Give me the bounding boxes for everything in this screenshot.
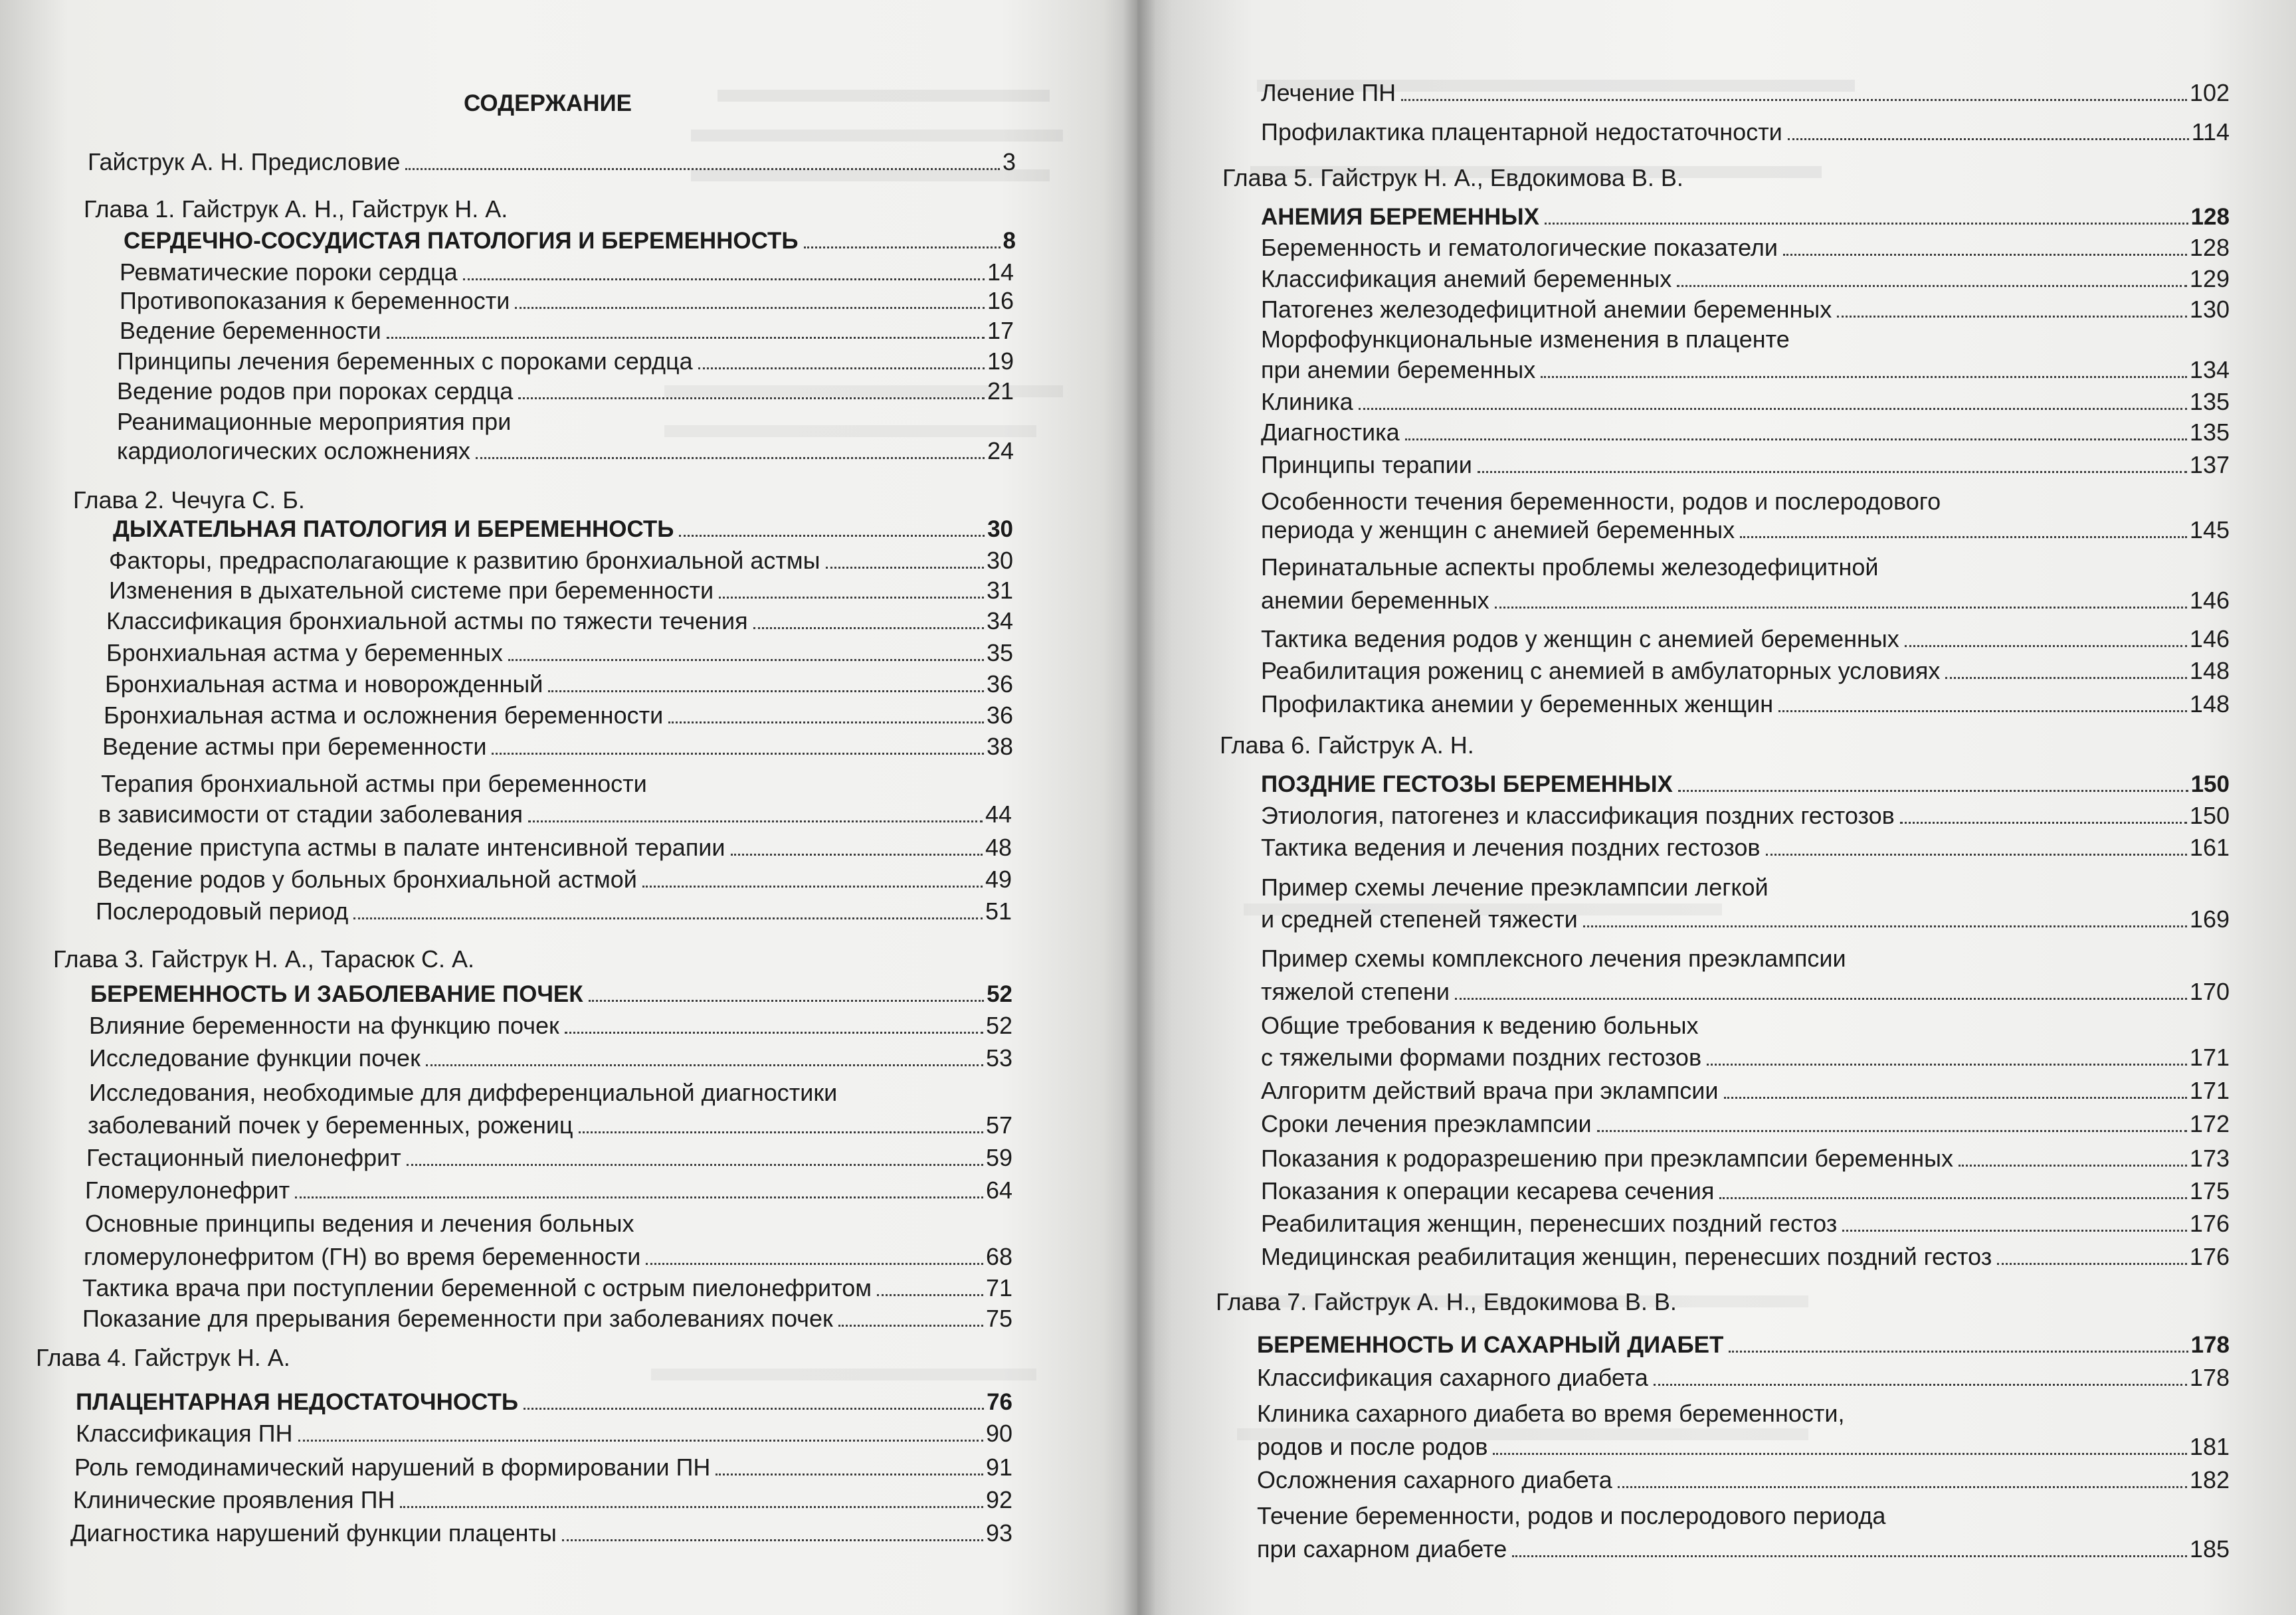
chapter-author: Глава 6. Гайструк А. Н. — [1220, 731, 1474, 759]
toc-entry[interactable]: Ведение беременности 17 — [120, 317, 1014, 344]
toc-title: СОДЕРЖАНИЕ — [464, 90, 632, 116]
toc-entry[interactable]: родов и после родов 181 — [1257, 1433, 2230, 1460]
chapter-author: Глава 4. Гайструк Н. А. — [36, 1344, 290, 1371]
toc-entry[interactable]: Беременность и гематологические показатели 128 — [1261, 234, 2230, 261]
toc-entry[interactable]: при анемии беременных 134 — [1261, 356, 2230, 383]
toc-entry[interactable]: Показания к операции кесарева сечения 175 — [1261, 1177, 2230, 1204]
toc-entry[interactable]: Бронхиальная астма у беременных 35 — [106, 639, 1013, 666]
toc-entry[interactable]: Гломерулонефрит 64 — [85, 1177, 1012, 1204]
show-through — [691, 130, 1063, 142]
chapter-author: Глава 7. Гайструк А. Н., Евдокимова В. В. — [1216, 1288, 1677, 1315]
toc-entry[interactable]: Послеродовый период 51 — [96, 898, 1012, 925]
toc-entry[interactable]: Бронхиальная астма и новорожденный 36 — [105, 670, 1013, 698]
chapter-author: Глава 1. Гайструк А. Н., Гайструк Н. А. — [84, 195, 508, 223]
toc-entry[interactable]: тяжелой степени 170 — [1261, 978, 2230, 1005]
toc-entry[interactable]: Тактика ведения родов у женщин с анемией беременных 146 — [1261, 625, 2230, 652]
toc-entry-line[interactable]: Реанимационные мероприятия при — [117, 408, 512, 435]
toc-entry[interactable]: в зависимости от стадии заболевания 44 — [98, 801, 1012, 828]
toc-entry[interactable]: Гестационный пиелонефрит 59 — [86, 1144, 1012, 1171]
show-through — [718, 90, 1050, 102]
toc-entry-line[interactable]: Особенности течения беременности, родов и послеродового — [1261, 488, 1941, 515]
toc-entry[interactable]: Тактика ведения и лечения поздних гестозов 161 — [1261, 834, 2230, 861]
toc-entry[interactable]: Ведение астмы при беременности 38 — [102, 733, 1013, 760]
chapter-author: Глава 3. Гайструк Н. А., Тарасюк С. А. — [53, 945, 474, 973]
toc-entry[interactable]: Бронхиальная астма и осложнения беременности 36 — [104, 702, 1013, 729]
toc-entry[interactable]: Реабилитация рожениц с анемией в амбулаторных условиях 148 — [1261, 657, 2230, 684]
toc-entry[interactable]: Влияние беременности на функцию почек 52 — [89, 1012, 1012, 1039]
toc-entry[interactable]: Принципы лечения беременных с пороками сердца 19 — [117, 347, 1014, 375]
toc-entry-line[interactable]: Пример схемы лечение преэклампсии легкой — [1261, 874, 1769, 901]
toc-entry[interactable]: Профилактика плацентарной недостаточности 114 — [1261, 118, 2230, 145]
toc-entry[interactable]: Ведение родов при пороках сердца 21 — [117, 377, 1014, 405]
toc-entry-line[interactable]: Морфофункциональные изменения в плаценте — [1261, 326, 1790, 353]
toc-entry[interactable]: Гайструк А. Н. Предисловие 3 — [88, 148, 1016, 175]
toc-entry[interactable]: Роль гемодинамический нарушений в формировании ПН 91 — [74, 1454, 1012, 1481]
toc-entry-line[interactable]: Пример схемы комплексного лечения преэклампсии — [1261, 945, 1846, 972]
toc-entry[interactable]: Медицинская реабилитация женщин, перенесших поздний гестоз 176 — [1261, 1243, 2230, 1270]
toc-entry[interactable]: гломерулонефритом (ГН) во время беременности 68 — [84, 1243, 1012, 1270]
show-through — [651, 1369, 1036, 1380]
toc-entry[interactable]: Диагностика нарушений функции плаценты 93 — [70, 1519, 1012, 1547]
chapter-author: Глава 5. Гайструк Н. А., Евдокимова В. В. — [1222, 164, 1683, 191]
toc-entry[interactable]: при сахарном диабете 185 — [1257, 1535, 2230, 1563]
toc-entry[interactable]: Клинические проявления ПН 92 — [73, 1486, 1012, 1513]
toc-entry[interactable]: Классификация ПН 90 — [76, 1420, 1012, 1447]
toc-entry[interactable]: Лечение ПН 102 — [1261, 79, 2230, 106]
toc-entry-line[interactable]: Клиника сахарного диабета во время беременности, — [1257, 1400, 1845, 1427]
toc-entry[interactable]: Классификация анемий беременных 129 — [1261, 265, 2230, 292]
toc-entry[interactable]: Изменения в дыхательной системе при беременности 31 — [109, 577, 1013, 604]
toc-entry[interactable]: Классификация сахарного диабета 178 — [1257, 1364, 2230, 1391]
toc-entry[interactable]: Показания к родоразрешению при преэклампсии беременных 173 — [1261, 1145, 2230, 1172]
chapter-author: Глава 2. Чечуга С. Б. — [73, 486, 305, 514]
chapter-title[interactable]: СЕРДЕЧНО-СОСУДИСТАЯ ПАТОЛОГИЯ И БЕРЕМЕННОСТЬ 8 — [124, 228, 1016, 254]
toc-entry[interactable]: заболеваний почек у беременных, рожениц 57 — [88, 1111, 1012, 1139]
toc-entry[interactable]: Факторы, предрасполагающие к развитию бронхиальной астмы 30 — [109, 547, 1013, 574]
toc-entry[interactable]: Патогенез железодефицитной анемии беременных 130 — [1261, 296, 2230, 323]
toc-entry[interactable]: Сроки лечения преэклампсии 172 — [1261, 1110, 2230, 1137]
chapter-title[interactable]: ПОЗДНИЕ ГЕСТОЗЫ БЕРЕМЕННЫХ 150 — [1261, 771, 2230, 797]
toc-entry-line[interactable]: Исследования, необходимые для дифференциальной диагностики — [89, 1079, 838, 1106]
toc-entry[interactable]: Алгоритм действий врача при эклампсии 171 — [1261, 1077, 2230, 1104]
chapter-title[interactable]: ДЫХАТЕЛЬНАЯ ПАТОЛОГИЯ И БЕРЕМЕННОСТЬ 30 — [113, 516, 1013, 542]
toc-entry[interactable]: с тяжелыми формами поздних гестозов 171 — [1261, 1044, 2230, 1071]
toc-entry[interactable]: периода у женщин с анемией беременных 145 — [1261, 516, 2230, 543]
toc-entry-line[interactable]: Основные принципы ведения и лечения больных — [85, 1210, 634, 1237]
chapter-title[interactable]: АНЕМИЯ БЕРЕМЕННЫХ 128 — [1261, 204, 2230, 230]
toc-entry[interactable]: Классификация бронхиальной астмы по тяжести течения 34 — [106, 607, 1013, 634]
left-page — [0, 0, 1137, 1615]
chapter-title[interactable]: БЕРЕМЕННОСТЬ И ЗАБОЛЕВАНИЕ ПОЧЕК 52 — [90, 981, 1012, 1007]
toc-entry[interactable]: кардиологических осложнениях 24 — [117, 437, 1014, 464]
chapter-title[interactable]: БЕРЕМЕННОСТЬ И САХАРНЫЙ ДИАБЕТ 178 — [1257, 1332, 2230, 1358]
toc-entry[interactable]: Клиника 135 — [1261, 388, 2230, 415]
toc-entry[interactable]: Показание для прерывания беременности при заболеваниях почек 75 — [82, 1305, 1012, 1332]
toc-entry[interactable]: Ревматические пороки сердца 14 — [120, 258, 1014, 286]
book-gutter — [1123, 0, 1156, 1615]
toc-entry[interactable]: Противопоказания к беременности 16 — [120, 287, 1014, 314]
toc-entry-line[interactable]: Общие требования к ведению больных — [1261, 1012, 1699, 1039]
toc-entry[interactable]: Этиология, патогенез и классификация поздних гестозов 150 — [1261, 802, 2230, 829]
toc-entry[interactable]: Реабилитация женщин, перенесших поздний гестоз 176 — [1261, 1210, 2230, 1237]
chapter-title[interactable]: ПЛАЦЕНТАРНАЯ НЕДОСТАТОЧНОСТЬ 76 — [76, 1389, 1012, 1415]
toc-entry[interactable]: Исследование функции почек 53 — [89, 1044, 1012, 1072]
toc-entry-line[interactable]: Перинатальные аспекты проблемы железодефицитной — [1261, 553, 1879, 581]
toc-entry[interactable]: Ведение родов у больных бронхиальной астмой 49 — [97, 866, 1012, 893]
toc-entry[interactable]: Профилактика анемии у беременных женщин 148 — [1261, 690, 2230, 717]
toc-entry[interactable]: и средней степеней тяжести 169 — [1261, 905, 2230, 933]
toc-entry[interactable]: Принципы терапии 137 — [1261, 451, 2230, 478]
right-page — [1137, 0, 2296, 1615]
toc-entry[interactable]: Осложнения сахарного диабета 182 — [1257, 1466, 2230, 1493]
toc-entry[interactable]: Ведение приступа астмы в палате интенсивной терапии 48 — [97, 834, 1012, 861]
toc-entry-line[interactable]: Течение беременности, родов и послеродового периода — [1257, 1502, 1886, 1529]
toc-entry[interactable]: анемии беременных 146 — [1261, 587, 2230, 614]
toc-entry-line[interactable]: Терапия бронхиальной астмы при беременности — [101, 770, 647, 797]
toc-entry[interactable]: Тактика врача при поступлении беременной с острым пиелонефритом 71 — [82, 1274, 1012, 1301]
toc-entry[interactable]: Диагностика 135 — [1261, 419, 2230, 446]
